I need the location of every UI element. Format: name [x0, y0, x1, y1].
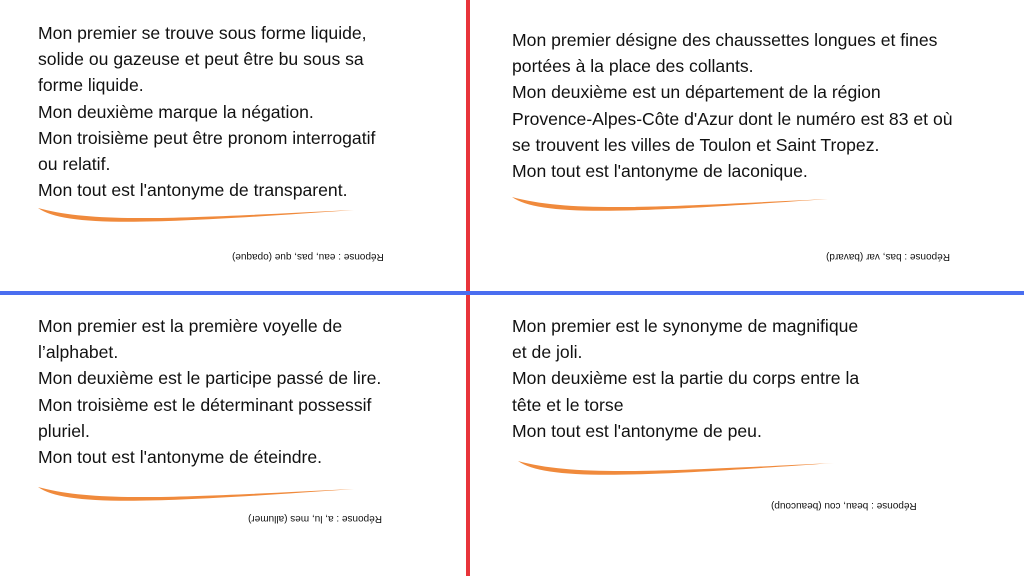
riddle-line: et de joli.: [512, 342, 583, 363]
orange-swoosh: [510, 191, 830, 215]
riddle-line: Provence-Alpes-Côte d'Azur dont le numéro est 83 et où: [512, 108, 953, 129]
riddle-card-allumer: [38, 313, 458, 563]
orange-swoosh: [516, 455, 836, 479]
riddle-card-bavard: [512, 27, 1012, 287]
riddle-line: Mon tout est l'antonyme de laconique.: [512, 161, 808, 182]
riddle-line: Mon premier désigne des chaussettes longues et fines: [512, 30, 938, 50]
riddle-line: Mon deuxième est la partie du corps entre la: [512, 368, 860, 389]
answer-upside-down: Réponse : eau, pas, que (opaque): [232, 251, 384, 262]
orange-swoosh: [36, 202, 356, 226]
riddle-line: tête et le torse: [512, 394, 624, 415]
riddle-line: Mon premier est la première voyelle de: [38, 316, 343, 336]
riddle-line: Mon troisième peut être pronom interrogatif: [38, 127, 376, 148]
horizontal-divider: [0, 291, 1024, 295]
riddle-line: Mon tout est l'antonyme de éteindre.: [38, 447, 323, 468]
riddle-text: [38, 313, 458, 470]
riddle-line: Mon deuxième marque la négation.: [38, 101, 314, 122]
riddle-line: portées à la place des collants.: [512, 56, 754, 77]
riddle-line: solide ou gazeuse et peut être bu sous sa: [38, 49, 364, 70]
answer-upside-down: Réponse : beau, cou (beaucoup): [771, 500, 917, 511]
riddle-card-beaucoup: [512, 313, 932, 563]
riddle-line: Mon premier est le synonyme de magnifique: [512, 316, 859, 336]
answer-upside-down: Réponse : bas, var (bavard): [826, 251, 950, 262]
riddle-text: [38, 20, 458, 203]
riddle-line: Mon tout est l'antonyme de transparent.: [38, 180, 348, 201]
riddle-line: Mon tout est l'antonyme de peu.: [512, 420, 762, 441]
riddle-line: Mon deuxième est un département de la région: [512, 82, 881, 103]
riddle-line: l’alphabet.: [38, 342, 119, 363]
riddle-text: [512, 27, 1012, 184]
riddle-line: forme liquide.: [38, 75, 144, 96]
riddle-line: se trouvent les villes de Toulon et Saint Tropez.: [512, 134, 880, 155]
riddle-card-opaque: [38, 20, 458, 280]
riddle-line: Mon premier se trouve sous forme liquide,: [38, 23, 367, 43]
orange-swoosh: [36, 481, 356, 505]
vertical-divider: [466, 0, 470, 576]
answer-upside-down: Réponse : a, lu, mes (allumer): [248, 513, 382, 524]
riddle-line: ou relatif.: [38, 154, 111, 175]
riddle-line: pluriel.: [38, 420, 90, 441]
riddle-text: [512, 313, 932, 444]
riddle-line: Mon troisième est le déterminant possessif: [38, 394, 372, 415]
riddle-line: Mon deuxième est le participe passé de lire.: [38, 368, 382, 389]
